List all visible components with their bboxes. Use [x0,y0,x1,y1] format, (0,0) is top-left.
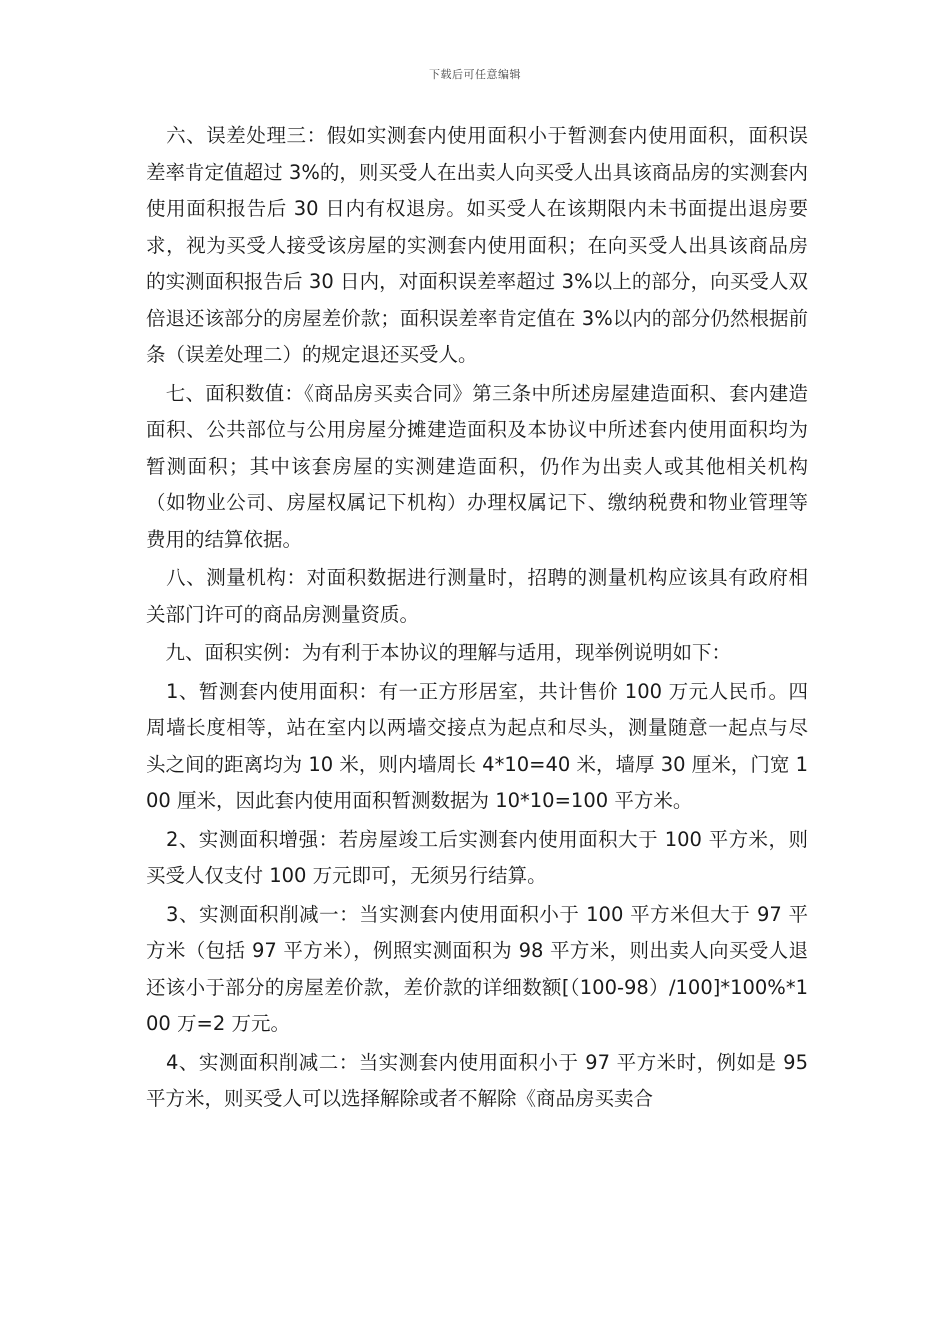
paragraph-example-2: 2、实测面积增强：若房屋竣工后实测套内使用面积大于 100 平方米，则买受人仅支付 100 万元即可，无须另行结算。 [146,827,808,887]
page-header: 下载后可任意编辑 [429,68,521,81]
paragraph-example-4: 4、实测面积削减二：当实测套内使用面积小于 97 平方米时，例如是 95 平方米，则买受人可以选择解除或者不解除《商品房买卖合 [146,1050,815,1110]
paragraph-area-values: 七、面积数值：《商品房买卖合同》第三条中所述房屋建造面积、套内建造面积、公共部位与公用房屋分摊建造面积及本协议中所述套内使用面积均为暂测面积；其中该套房屋的实测建造面积，仍作为出卖人或其他相关机构（如物业公司、房屋权属记下机构）办理权属记下、缴纳税费和物业管理等费用的结算依据。 [146,381,808,551]
document-body [146,118,815,1120]
paragraph-area-examples: 九、面积实例：为有利于本协议的理解与适用，现举例说明如下： [146,641,732,664]
paragraph-example-3: 3、实测面积削减一：当实测套内使用面积小于 100 平方米但大于 97 平方米（包括 97 平方米），例照实测面积为 98 平方米，则出卖人向买受人退还该小于部分的房屋差价款，差价款的详细数额[（100-98）/100]*100%*100 万=2 万元。 [146,902,808,1035]
paragraph-survey-agency: 八、测量机构：对面积数据进行测量时，招聘的测量机构应该具有政府相关部门许可的商品房测量资质。 [146,566,808,626]
paragraph-example-1: 1、暂测套内使用面积：有一正方形居室，共计售价 100 万元人民币。四周墙长度相等，站在室内以两墙交接点为起点和尽头，测量随意一起点与尽头之间的距离均为 10 米，则内墙周长 4*10=40 米，墙厚 30 厘米，门宽 100 厘米，因此套内使用面积暂测数据为 10*10=100 平方米。 [146,679,808,812]
paragraph-error-handling-3: 六、误差处理三：假如实测套内使用面积小于暂测套内使用面积，面积误差率肯定值超过 3%的，则买受人在出卖人向买受人出具该商品房的实测套内使用面积报告后 30 日内有权退房。如买受人在该期限内未书面提出退房要求，视为买受人接受该房屋的实测套内使用面积；在向买受人出具该商品房的实测面积报告后 30 日内，对面积误差率超过 3%以上的部分，向买受人双倍退还该部分的房屋差价款；面积误差率肯定值在 3%以内的部分仍然根据前条（误差处理二）的规定退还买受人。 [146,124,808,366]
